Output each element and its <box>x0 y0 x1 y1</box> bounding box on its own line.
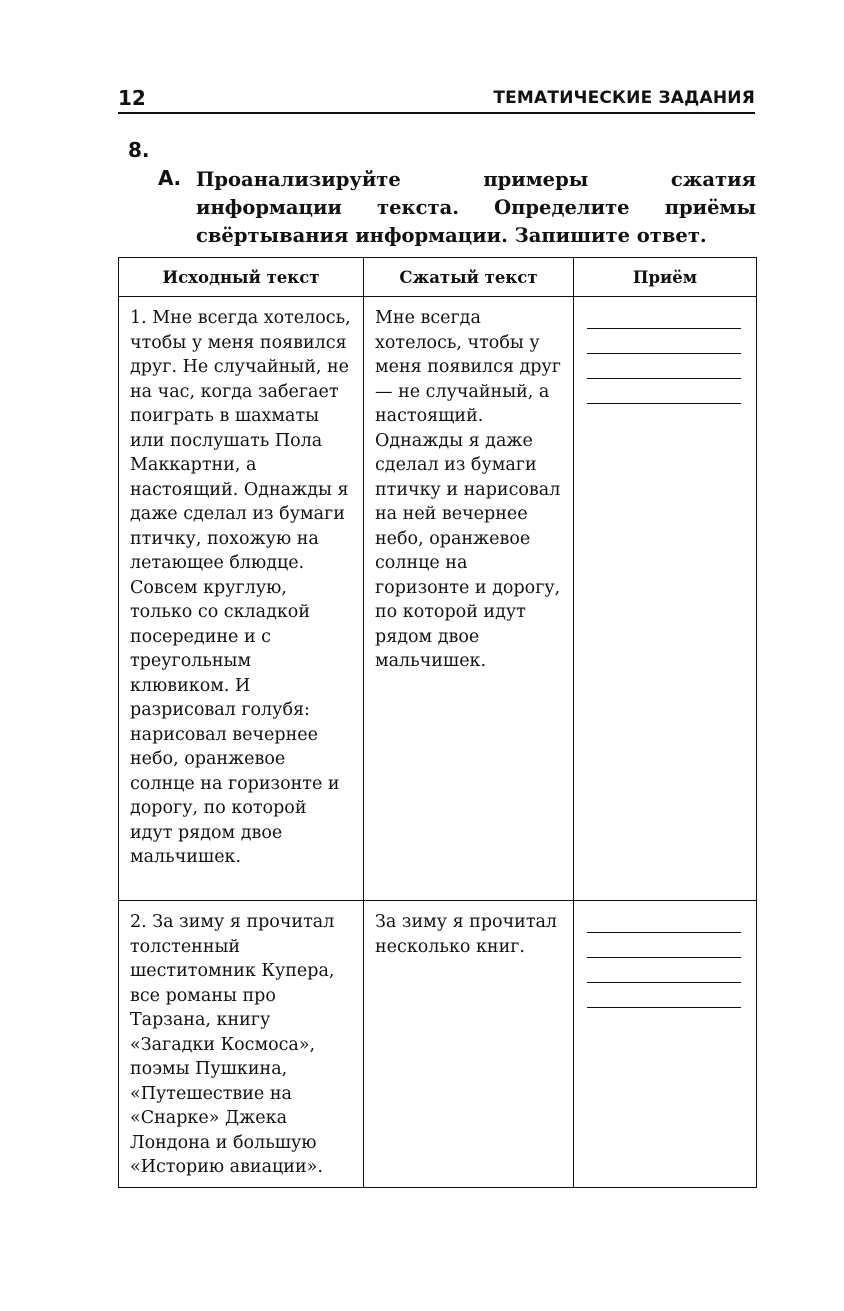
header-original-text: Исходный текст <box>119 258 364 297</box>
answer-line[interactable] <box>587 379 741 404</box>
answer-line[interactable] <box>587 918 741 933</box>
original-text: 1. Мне всегда хотелось, чтобы у меня появился друг. Не случайный, не на час, когда забегает поиграть в шахматы или послушать Пола Маккартни, а настоящий. Однажды я даже сделал из бумаги птичку, похожую на летающее блюдце. Совсем круглую, только со складкой посередине и с треугольным клювиком. И разрисовал голубя: нарисовал вечернее небо, оранжевое солнце на горизонте и дорогу, по которой идут рядом двое мальчишек. <box>130 308 351 867</box>
table-row <box>119 901 757 1188</box>
answer-line[interactable] <box>587 958 741 983</box>
compression-table <box>118 257 757 1188</box>
page-number: 12 <box>118 86 146 110</box>
answer-line[interactable] <box>587 314 741 329</box>
compressed-text-cell <box>364 297 574 901</box>
table-header-row <box>119 258 757 297</box>
compressed-text: Мне всегда хотелось, чтобы у меня появился друг — не случайный, а настоящий. Однажды я даже сделал из бумаги птичку и нарисовал на ней вечернее небо, оранжевое солнце на горизонте и дорогу, по которой идут рядом двое мальчишек. <box>375 308 561 671</box>
original-text-cell <box>119 297 364 901</box>
compressed-text: За зиму я прочитал несколько книг. <box>375 912 558 957</box>
answer-line[interactable] <box>587 933 741 958</box>
answer-line[interactable] <box>587 983 741 1008</box>
header-technique: Приём <box>574 258 757 297</box>
original-text-cell <box>119 901 364 1188</box>
answer-lines <box>575 902 755 1008</box>
page-header <box>118 84 755 114</box>
answer-lines <box>575 298 755 404</box>
original-text: 2. За зиму я прочитал толстенный шеститомник Купера, все романы про Тарзана, книгу «Загадки Космоса», поэмы Пушкина, «Путешествие на «Снарке» Джека Лондона и большую «Историю авиации». <box>130 912 335 1177</box>
running-title: ТЕМАТИЧЕСКИЕ ЗАДАНИЯ <box>493 88 755 108</box>
answer-line[interactable] <box>587 329 741 354</box>
compressed-text-cell <box>364 901 574 1188</box>
task-instructions: Проанализируйте примеры сжатия информации текста. Определите приёмы свёртывания информации. Запишите ответ. <box>196 168 756 247</box>
technique-answer-cell <box>574 901 757 1188</box>
table-row <box>119 297 757 901</box>
part-label: А. <box>158 166 182 190</box>
header-compressed-text: Сжатый текст <box>364 258 574 297</box>
technique-answer-cell <box>574 297 757 901</box>
task-number: 8. <box>128 138 150 162</box>
answer-line[interactable] <box>587 354 741 379</box>
